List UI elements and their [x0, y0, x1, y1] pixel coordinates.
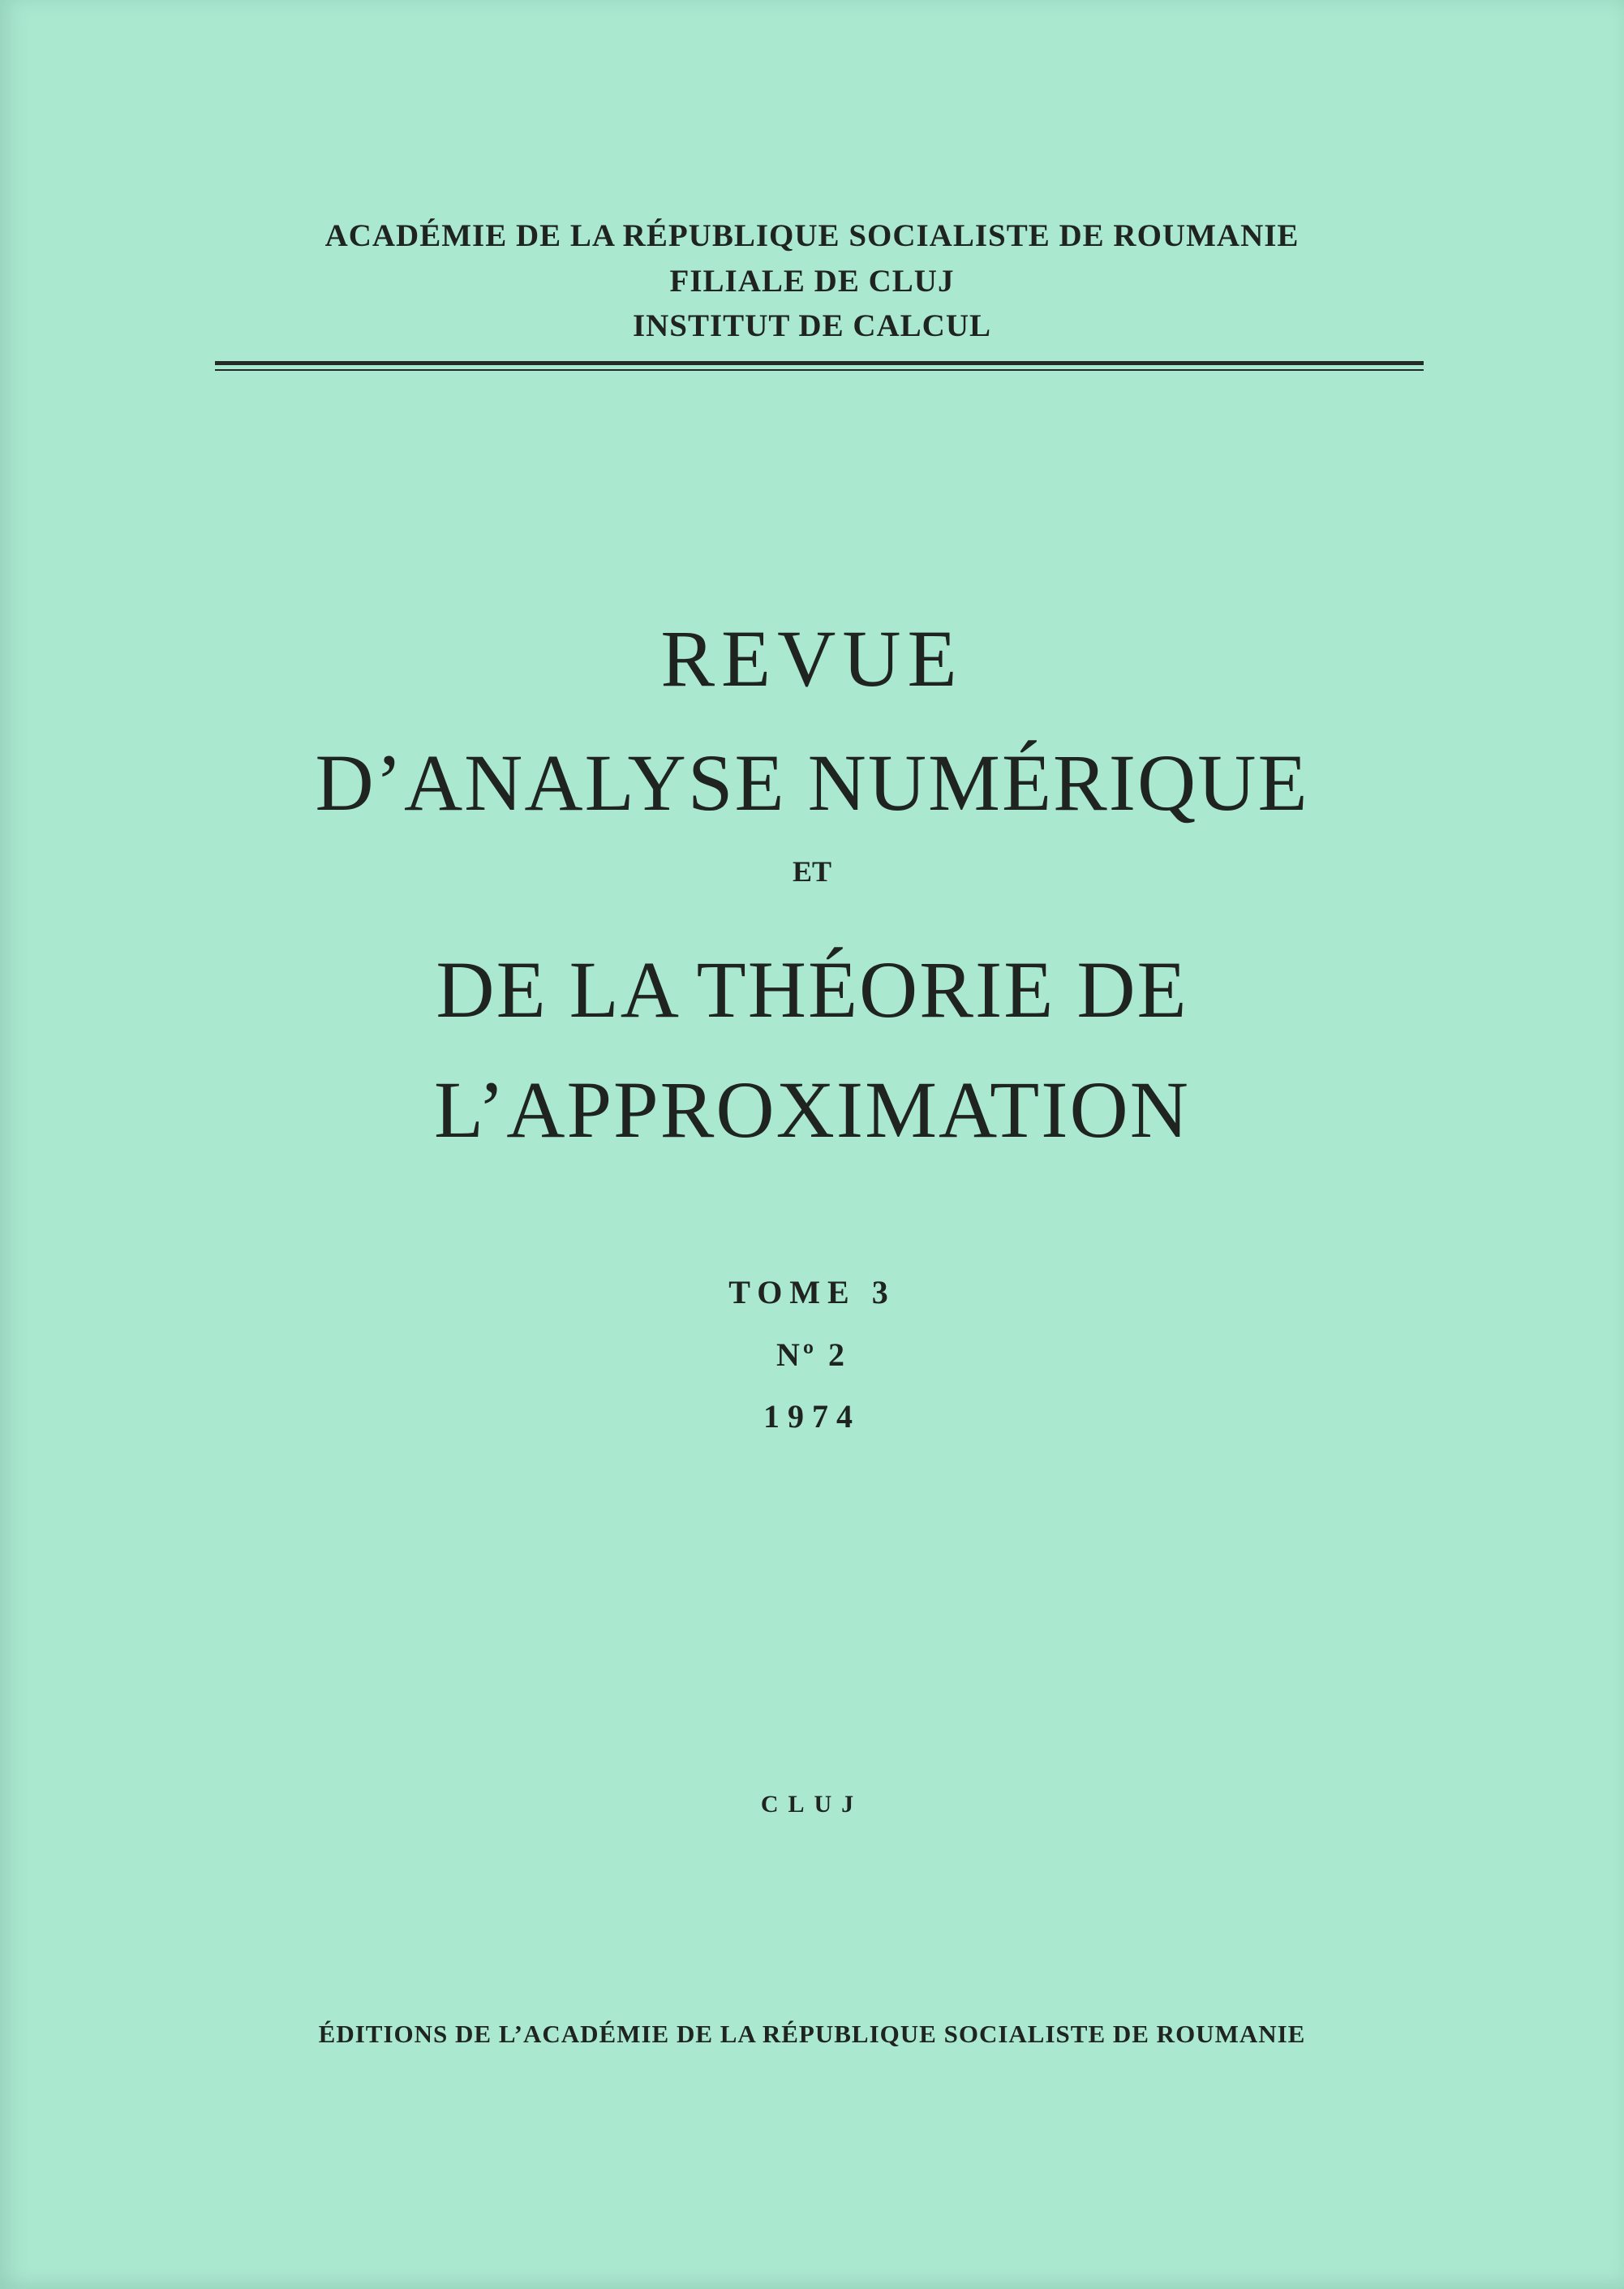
volume-label: TOME 3 — [728, 1274, 896, 1310]
header-rule-thin — [215, 369, 1424, 371]
publication-year: 1974 — [763, 1398, 861, 1435]
branch-name: FILIALE DE CLUJ — [669, 264, 955, 299]
publication-city: CLUJ — [760, 1791, 864, 1818]
institute-name: INSTITUT DE CALCUL — [632, 308, 992, 343]
header-rule-thick — [215, 361, 1424, 365]
journal-title-line-4: L’APPROXIMATION — [434, 1065, 1190, 1155]
publisher-line: ÉDITIONS DE L’ACADÉMIE DE LA RÉPUBLIQUE SOCIALISTE DE ROUMANIE — [318, 2020, 1306, 2048]
journal-title-line-3: DE LA THÉORIE DE — [436, 944, 1188, 1035]
journal-title-conjunction: ET — [792, 855, 832, 888]
journal-title-line-2: D’ANALYSE NUMÉRIQUE — [315, 738, 1309, 828]
journal-title-line-1: REVUE — [660, 613, 964, 703]
issue-number: Nº 2 — [775, 1336, 849, 1373]
academy-name: ACADÉMIE DE LA RÉPUBLIQUE SOCIALISTE DE ROUMANIE — [324, 218, 1300, 253]
